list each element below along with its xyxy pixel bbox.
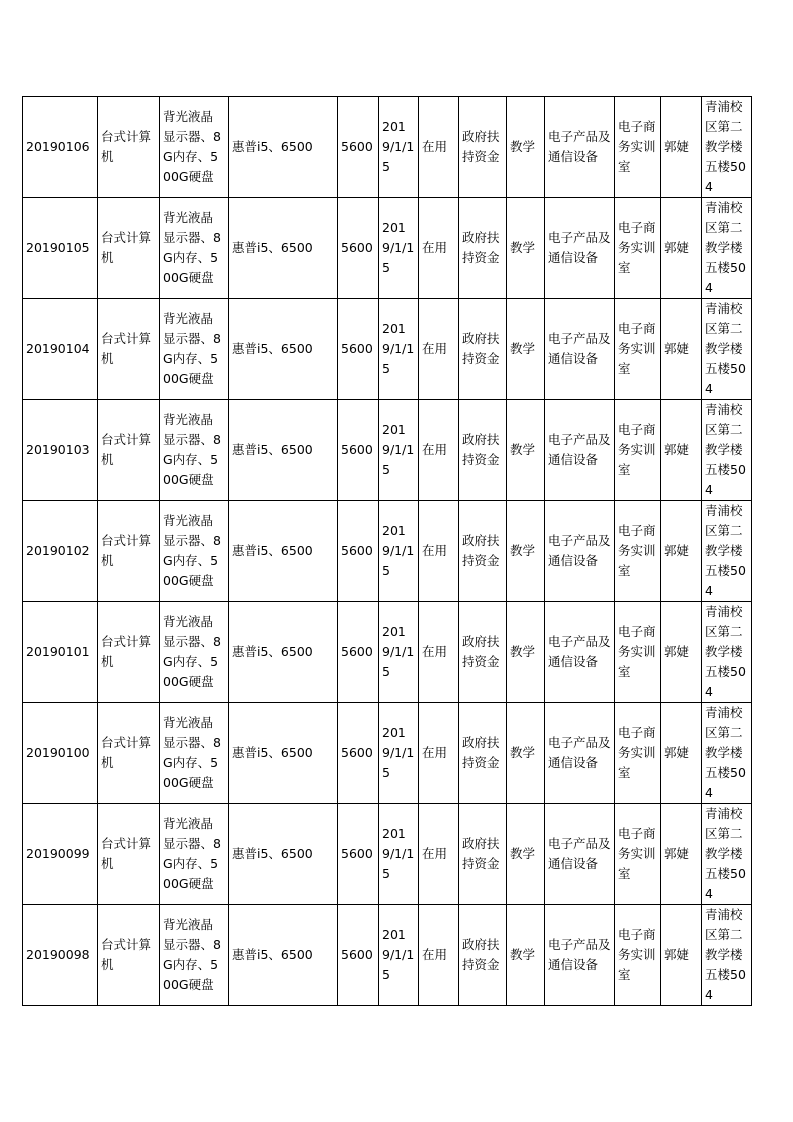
asset-name-cell: 台式计算机	[98, 97, 160, 198]
location-cell: 青浦校区第二教学楼五楼504	[702, 703, 752, 804]
location-cell: 青浦校区第二教学楼五楼504	[702, 97, 752, 198]
status-cell: 在用	[419, 400, 459, 501]
asset-table	[22, 96, 752, 1006]
keeper-cell: 郭婕	[661, 97, 702, 198]
keeper-cell: 郭婕	[661, 703, 702, 804]
price-cell: 5600	[338, 804, 379, 905]
category-cell: 电子产品及通信设备	[545, 905, 615, 1006]
price-cell: 5600	[338, 703, 379, 804]
usage-cell: 教学	[507, 905, 545, 1006]
usage-cell: 教学	[507, 400, 545, 501]
room-cell: 电子商务实训室	[615, 97, 661, 198]
table-row	[23, 703, 752, 804]
price-cell: 5600	[338, 97, 379, 198]
funding-source-cell: 政府扶持资金	[459, 501, 507, 602]
status-cell: 在用	[419, 703, 459, 804]
model-cell: 惠普i5、6500	[229, 400, 338, 501]
funding-source-cell: 政府扶持资金	[459, 400, 507, 501]
usage-cell: 教学	[507, 703, 545, 804]
keeper-cell: 郭婕	[661, 905, 702, 1006]
model-cell: 惠普i5、6500	[229, 198, 338, 299]
status-cell: 在用	[419, 804, 459, 905]
location-cell: 青浦校区第二教学楼五楼504	[702, 905, 752, 1006]
table-row	[23, 198, 752, 299]
category-cell: 电子产品及通信设备	[545, 501, 615, 602]
asset-id-cell: 20190100	[23, 703, 98, 804]
keeper-cell: 郭婕	[661, 400, 702, 501]
funding-source-cell: 政府扶持资金	[459, 804, 507, 905]
spec-cell: 背光液晶显示器、8G内存、500G硬盘	[160, 602, 229, 703]
table-row	[23, 299, 752, 400]
usage-cell: 教学	[507, 602, 545, 703]
keeper-cell: 郭婕	[661, 299, 702, 400]
location-cell: 青浦校区第二教学楼五楼504	[702, 299, 752, 400]
price-cell: 5600	[338, 602, 379, 703]
table-body	[23, 97, 752, 1006]
model-cell: 惠普i5、6500	[229, 804, 338, 905]
status-cell: 在用	[419, 905, 459, 1006]
usage-cell: 教学	[507, 804, 545, 905]
category-cell: 电子产品及通信设备	[545, 804, 615, 905]
price-cell: 5600	[338, 501, 379, 602]
asset-id-cell: 20190102	[23, 501, 98, 602]
asset-id-cell: 20190105	[23, 198, 98, 299]
status-cell: 在用	[419, 97, 459, 198]
category-cell: 电子产品及通信设备	[545, 602, 615, 703]
status-cell: 在用	[419, 198, 459, 299]
asset-name-cell: 台式计算机	[98, 299, 160, 400]
table-row	[23, 501, 752, 602]
price-cell: 5600	[338, 905, 379, 1006]
room-cell: 电子商务实训室	[615, 501, 661, 602]
asset-name-cell: 台式计算机	[98, 198, 160, 299]
room-cell: 电子商务实训室	[615, 905, 661, 1006]
spec-cell: 背光液晶显示器、8G内存、500G硬盘	[160, 703, 229, 804]
asset-id-cell: 20190106	[23, 97, 98, 198]
price-cell: 5600	[338, 299, 379, 400]
asset-name-cell: 台式计算机	[98, 602, 160, 703]
price-cell: 5600	[338, 198, 379, 299]
spec-cell: 背光液晶显示器、8G内存、500G硬盘	[160, 400, 229, 501]
purchase-date-cell: 2019/1/15	[379, 905, 419, 1006]
asset-id-cell: 20190104	[23, 299, 98, 400]
model-cell: 惠普i5、6500	[229, 703, 338, 804]
model-cell: 惠普i5、6500	[229, 905, 338, 1006]
funding-source-cell: 政府扶持资金	[459, 198, 507, 299]
room-cell: 电子商务实训室	[615, 299, 661, 400]
purchase-date-cell: 2019/1/15	[379, 198, 419, 299]
location-cell: 青浦校区第二教学楼五楼504	[702, 501, 752, 602]
price-cell: 5600	[338, 400, 379, 501]
purchase-date-cell: 2019/1/15	[379, 703, 419, 804]
usage-cell: 教学	[507, 198, 545, 299]
room-cell: 电子商务实训室	[615, 198, 661, 299]
keeper-cell: 郭婕	[661, 804, 702, 905]
category-cell: 电子产品及通信设备	[545, 400, 615, 501]
table-row	[23, 804, 752, 905]
keeper-cell: 郭婕	[661, 501, 702, 602]
spec-cell: 背光液晶显示器、8G内存、500G硬盘	[160, 198, 229, 299]
category-cell: 电子产品及通信设备	[545, 97, 615, 198]
asset-name-cell: 台式计算机	[98, 400, 160, 501]
spec-cell: 背光液晶显示器、8G内存、500G硬盘	[160, 905, 229, 1006]
asset-name-cell: 台式计算机	[98, 804, 160, 905]
location-cell: 青浦校区第二教学楼五楼504	[702, 198, 752, 299]
room-cell: 电子商务实训室	[615, 703, 661, 804]
table-row	[23, 400, 752, 501]
usage-cell: 教学	[507, 299, 545, 400]
purchase-date-cell: 2019/1/15	[379, 602, 419, 703]
funding-source-cell: 政府扶持资金	[459, 97, 507, 198]
funding-source-cell: 政府扶持资金	[459, 602, 507, 703]
table-row	[23, 602, 752, 703]
purchase-date-cell: 2019/1/15	[379, 804, 419, 905]
asset-id-cell: 20190098	[23, 905, 98, 1006]
room-cell: 电子商务实训室	[615, 400, 661, 501]
usage-cell: 教学	[507, 501, 545, 602]
purchase-date-cell: 2019/1/15	[379, 400, 419, 501]
asset-name-cell: 台式计算机	[98, 501, 160, 602]
location-cell: 青浦校区第二教学楼五楼504	[702, 602, 752, 703]
model-cell: 惠普i5、6500	[229, 501, 338, 602]
room-cell: 电子商务实训室	[615, 804, 661, 905]
table-row	[23, 905, 752, 1006]
asset-id-cell: 20190103	[23, 400, 98, 501]
spec-cell: 背光液晶显示器、8G内存、500G硬盘	[160, 299, 229, 400]
asset-id-cell: 20190099	[23, 804, 98, 905]
location-cell: 青浦校区第二教学楼五楼504	[702, 804, 752, 905]
asset-name-cell: 台式计算机	[98, 703, 160, 804]
status-cell: 在用	[419, 501, 459, 602]
keeper-cell: 郭婕	[661, 198, 702, 299]
asset-name-cell: 台式计算机	[98, 905, 160, 1006]
category-cell: 电子产品及通信设备	[545, 703, 615, 804]
category-cell: 电子产品及通信设备	[545, 299, 615, 400]
table-row	[23, 97, 752, 198]
status-cell: 在用	[419, 602, 459, 703]
spec-cell: 背光液晶显示器、8G内存、500G硬盘	[160, 804, 229, 905]
room-cell: 电子商务实训室	[615, 602, 661, 703]
purchase-date-cell: 2019/1/15	[379, 299, 419, 400]
usage-cell: 教学	[507, 97, 545, 198]
model-cell: 惠普i5、6500	[229, 97, 338, 198]
spec-cell: 背光液晶显示器、8G内存、500G硬盘	[160, 501, 229, 602]
funding-source-cell: 政府扶持资金	[459, 299, 507, 400]
model-cell: 惠普i5、6500	[229, 602, 338, 703]
model-cell: 惠普i5、6500	[229, 299, 338, 400]
category-cell: 电子产品及通信设备	[545, 198, 615, 299]
status-cell: 在用	[419, 299, 459, 400]
funding-source-cell: 政府扶持资金	[459, 703, 507, 804]
purchase-date-cell: 2019/1/15	[379, 97, 419, 198]
keeper-cell: 郭婕	[661, 602, 702, 703]
asset-id-cell: 20190101	[23, 602, 98, 703]
purchase-date-cell: 2019/1/15	[379, 501, 419, 602]
funding-source-cell: 政府扶持资金	[459, 905, 507, 1006]
spec-cell: 背光液晶显示器、8G内存、500G硬盘	[160, 97, 229, 198]
location-cell: 青浦校区第二教学楼五楼504	[702, 400, 752, 501]
